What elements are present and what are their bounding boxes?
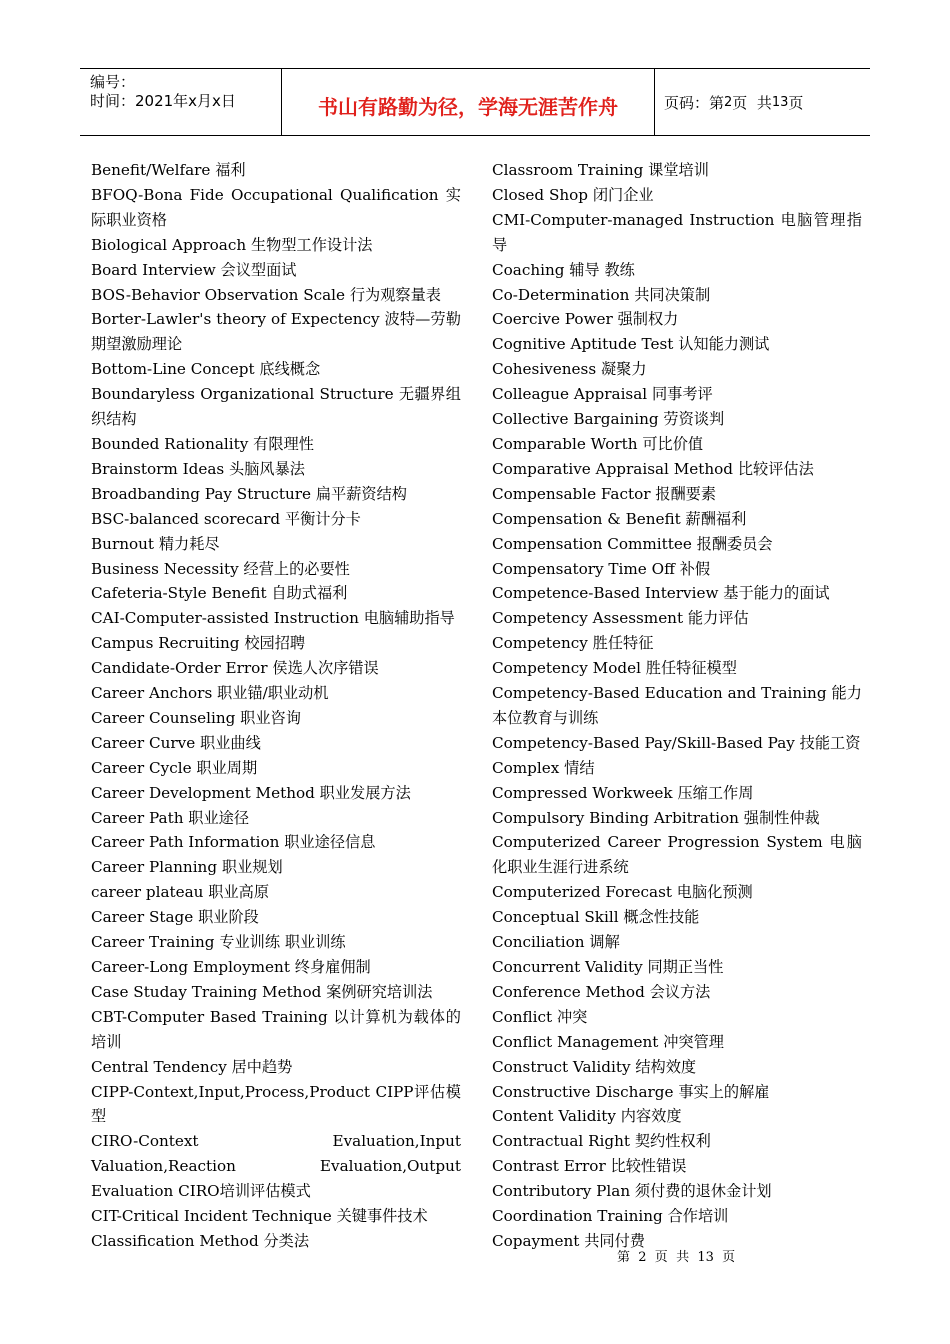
glossary-entry: Broadbanding Pay Structure 扁平薪资结构 (91, 484, 407, 503)
glossary-entry: Classification Method 分类法 (91, 1231, 310, 1250)
glossary-entry: Concurrent Validity 同期正当性 (492, 958, 724, 976)
glossary-entry: Central Tendency 居中趋势 (91, 1057, 293, 1076)
glossary-entry: Coercive Power 强制权力 (492, 310, 679, 329)
glossary-entry: Comparable Worth 可比价值 (492, 434, 704, 453)
glossary-entry: Career Curve 职业曲线 (91, 733, 261, 752)
header-motto: 书山有路勤为径，学海无涯苦作舟 (282, 69, 655, 135)
glossary-entry: CIPP-Context,Input,Process,Product CIPP评估模型 (91, 1082, 461, 1126)
glossary-entry: Collective Bargaining 劳资谈判 (492, 410, 725, 429)
glossary-entry: Co-Determination 共同决策制 (492, 285, 711, 304)
glossary-entry: Board Interview 会议型面试 (91, 260, 297, 279)
glossary-entry: Content Validity 内容效度 (492, 1107, 682, 1126)
glossary-entry: CIT-Critical Incident Technique 关键事件技术 (91, 1207, 428, 1226)
glossary-entry: Compensation & Benefit 薪酬福利 (492, 509, 747, 528)
glossary-entry: Boundaryless Organizational Structure 无疆界组织结构 (91, 385, 461, 429)
glossary-entry: Conference Method 会议方法 (492, 982, 711, 1001)
glossary-entry: Campus Recruiting 校园招聘 (91, 634, 306, 653)
glossary-entry: Construct Validity 结构效度 (492, 1057, 697, 1076)
header-meta (80, 69, 282, 135)
glossary-entry: Career Cycle 职业周期 (91, 758, 258, 777)
glossary-entry: Career Path Information 职业途径信息 (91, 833, 376, 852)
glossary-entry: Career Planning 职业规划 (91, 858, 283, 877)
glossary-left-column (91, 158, 461, 1254)
glossary-entry: Cognitive Aptitude Test 认知能力测试 (492, 335, 770, 354)
glossary-entry: Compulsory Binding Arbitration 强制性仲裁 (492, 808, 820, 827)
glossary-entry: CIRO-Context Evaluation,Input Valuation,Reaction Evaluation,Output Evaluation CIRO培训评估模式 (91, 1132, 461, 1201)
glossary-entry: Contractual Right 契约性权利 (492, 1132, 711, 1151)
glossary-entry: Competency-Based Pay/Skill-Based Pay 技能工资 (492, 733, 861, 752)
glossary-entry: Colleague Appraisal 同事考评 (492, 385, 713, 404)
glossary-entry: Compensatory Time Off 补假 (492, 559, 711, 578)
page-current: 2 (724, 94, 733, 110)
glossary-entry: Brainstorm Ideas 头脑风暴法 (91, 459, 305, 478)
glossary-entry: Case Studay Training Method 案例研究培训法 (91, 982, 433, 1001)
glossary-entry: Cohesiveness 凝聚力 (492, 360, 647, 379)
glossary-entry: Burnout 精力耗尽 (91, 534, 220, 553)
document-date: 时间：2021年x月x日 (90, 92, 236, 110)
glossary-entry: Bottom-Line Concept 底线概念 (91, 360, 321, 379)
glossary-entry: Career-Long Employment 终身雇佣制 (91, 958, 371, 976)
glossary-entry: CMI-Computer-managed Instruction 电脑管理指导 (492, 210, 862, 254)
glossary-entry: Competency 胜任特征 (492, 634, 654, 653)
footer-page-number: 第 2 页 共 13 页 (617, 1250, 736, 1265)
glossary-entry: Career Path 职业途径 (91, 808, 250, 827)
glossary-right-column (492, 158, 862, 1254)
glossary-entry: Career Stage 职业阶段 (91, 908, 259, 927)
glossary-entry: Conflict Management 冲突管理 (492, 1032, 724, 1051)
glossary-entry: Compensation Committee 报酬委员会 (492, 534, 773, 553)
glossary-entry: Competency Model 胜任特征模型 (492, 659, 737, 678)
glossary-entry: Career Anchors 职业锚/职业动机 (91, 684, 329, 703)
glossary-entry: Comparative Appraisal Method 比较评估法 (492, 459, 814, 478)
glossary-entry: BSC-balanced scorecard 平衡计分卡 (91, 509, 361, 528)
glossary-entry: Classroom Training 课堂培训 (492, 161, 709, 179)
glossary-entry: Competency Assessment 能力评估 (492, 609, 749, 628)
glossary-entry: Constructive Discharge 事实上的解雇 (492, 1082, 770, 1101)
glossary-entry: Coaching 辅导 教练 (492, 260, 635, 279)
glossary-entry: Conceptual Skill 概念性技能 (492, 908, 700, 927)
glossary-entry: Computerized Career Progression System 电脑化职业生涯行进系统 (492, 833, 862, 877)
glossary-entry: CBT-Computer Based Training 以计算机为载体的培训 (91, 1007, 461, 1051)
glossary-entry: BFOQ-Bona Fide Occupational Qualification 实际职业资格 (91, 185, 461, 229)
glossary-entry: Cafeteria-Style Benefit 自助式福利 (91, 584, 348, 603)
page-header (80, 68, 870, 136)
glossary-entry: Competence-Based Interview 基于能力的面试 (492, 584, 830, 603)
page-prefix: 页码：第 (664, 93, 725, 112)
glossary-entry: Compressed Workweek 压缩工作周 (492, 783, 754, 802)
glossary-entry: Career Counseling 职业咨询 (91, 708, 301, 727)
glossary-entry: Compensable Factor 报酬要素 (492, 484, 717, 503)
glossary-entry: Contributory Plan 须付费的退休金计划 (492, 1182, 772, 1201)
glossary-entry: Conciliation 调解 (492, 933, 620, 952)
glossary-entry: Bounded Rationality 有限理性 (91, 434, 314, 453)
glossary-entry: Coordination Training 合作培训 (492, 1207, 729, 1226)
page-total: 13 (771, 94, 789, 110)
glossary-entry: Candidate-Order Error 侯选人次序错误 (91, 659, 379, 678)
glossary-entry: Computerized Forecast 电脑化预测 (492, 883, 753, 902)
page-suffix: 页 (788, 93, 804, 112)
glossary-entry: Closed Shop 闭门企业 (492, 185, 654, 204)
glossary-entry: Copayment 共同付费 (492, 1231, 645, 1250)
glossary-entry: Borter-Lawler's theory of Expectency 波特—劳勒期望激励理论 (91, 310, 461, 354)
glossary-entry: Career Training 专业训练 职业训练 (91, 933, 346, 952)
glossary-entry: BOS-Behavior Observation Scale 行为观察量表 (91, 285, 441, 304)
glossary-entry: career plateau 职业高原 (91, 883, 270, 902)
glossary-entry: Competency-Based Education and Training 能力本位教育与训练 (492, 684, 862, 727)
glossary-entry: Business Necessity 经营上的必要性 (91, 559, 350, 578)
document-number-label: 编号： (90, 73, 136, 91)
glossary-entry: Biological Approach 生物型工作设计法 (91, 235, 373, 254)
glossary-entry: CAI-Computer-assisted Instruction 电脑辅助指导 (91, 609, 455, 628)
glossary-entry: Conflict 冲突 (492, 1007, 588, 1026)
glossary-entry: Benefit/Welfare 福利 (91, 161, 246, 179)
glossary-entry: Career Development Method 职业发展方法 (91, 783, 411, 802)
glossary-entry: Complex 情结 (492, 758, 595, 777)
page-mid: 页 共 (732, 93, 772, 112)
glossary-entry: Contrast Error 比较性错误 (492, 1157, 687, 1176)
header-page-info (655, 69, 870, 135)
